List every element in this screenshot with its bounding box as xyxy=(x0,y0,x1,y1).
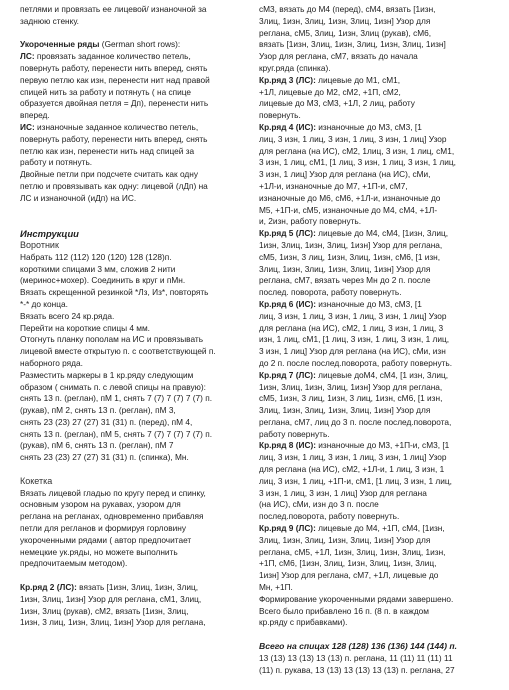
text-line: 13 (13) 13 (13) 13 (13) п. реглана, 11 (11) 11 (11) 11 xyxy=(259,652,453,663)
text-line: немецкие ук.ряды, но можете выполнить xyxy=(20,546,178,557)
text-line: реглана, сМ7, вязать через Мн до 2 п. после xyxy=(259,275,431,286)
short-rows-title: Укороченные ряды xyxy=(20,39,100,50)
text-line: наборного ряда. xyxy=(20,357,83,368)
text-line: 1изн, 3лиц (рукав), сМ2, вязать [1изн, 3лиц, xyxy=(20,605,189,616)
text-line: образом ( снимать п. с левой спицы на правую): xyxy=(20,381,206,392)
text-line: и, 2изн, работу повернуть. xyxy=(259,216,362,227)
left-column xyxy=(20,4,250,629)
text-line: 3 изн, 1 лиц] Узор для реглана (на ИС), сМи, изн xyxy=(259,346,446,357)
row8-label: Кр.ряд 8 (ИС): xyxy=(259,440,316,451)
text-line: 1изн] Узор для реглана, сМ7, +1Л, лицевые до xyxy=(259,570,439,581)
text-line: вперед. xyxy=(20,110,50,121)
text-line: кр.ряду с прибавками). xyxy=(259,617,348,628)
total-heading: Всего на спицах 128 (128) 136 (136) 144 (144) п. xyxy=(259,641,457,652)
text-line: провязать заданное количество петель, xyxy=(34,51,191,62)
text-line: петлю как изн, перенести нить над спицей за xyxy=(20,145,195,156)
text-line: Вязать лицевой гладью по кругу перед и спинку, xyxy=(20,487,206,498)
text-line: работу повернуть. xyxy=(259,428,330,439)
right-column xyxy=(259,4,499,676)
is-label: ИС: xyxy=(20,121,35,132)
text-line: изнаночные до М3, сМ3, [1 xyxy=(315,298,422,309)
row5-line xyxy=(259,228,499,240)
text-line: повернуть. xyxy=(259,110,301,121)
text-line: изнаночные до М3, сМ3, [1 xyxy=(315,121,422,132)
text-line: лиц, 3 изн, 1 лиц, +1П-и, сМ1, [1 лиц, 3 изн, 1 лиц, xyxy=(259,475,452,486)
text-line: сМ5, 1изн, 3 лиц, 1изн, 3 лиц, 1изн, сМ6, [1 изн, xyxy=(259,393,443,404)
text-line: лицевые до М4, +1П, сМ4, [1изн, xyxy=(315,523,445,534)
text-line: Двойные петли при подсчете считать как одну xyxy=(20,169,198,180)
text-line: Разместить маркеры в 1 кр.ряду следующим xyxy=(20,369,194,380)
text-line: спицей нить за работу и потянуть ( на спице xyxy=(20,86,192,97)
text-line: укороченными рядами ( автор предпочитает xyxy=(20,534,192,545)
text-line: основным узором на рукавах, узором для xyxy=(20,499,181,510)
text-line: до 2 п. после послед.поворота, работу повернуть. xyxy=(259,357,453,368)
text-line: повернуть работу, перенести нить вперед, снять xyxy=(20,62,208,73)
text-line: первую петлю как изн, перенести нит над правой xyxy=(20,74,210,85)
text-line: (на ИС), сМи, изн до 3 п. после xyxy=(259,499,379,510)
text-line: лиц, 3 изн, 1 лиц, 3 изн, 1 лиц, 3 изн, 1 лиц] Узор xyxy=(259,310,447,321)
row9-label: Кр.ряд 9 (ЛС): xyxy=(259,523,316,534)
text-line: изнаночные заданное количество петель, xyxy=(34,121,199,132)
text-line: лицевые доМ4, сМ4, [1 изн, 3лиц, xyxy=(315,369,449,380)
text-line: Мн, +1П. xyxy=(259,582,293,593)
text-line: лицевой вместе открытую п. с соответствующей п. xyxy=(20,346,216,357)
text-line: 3лиц, 1изн, 3лиц, 1изн, 3лиц, 1изн] Узор для xyxy=(259,263,431,274)
text-line: реглана, сМ7, лиц до 3 п. после послед.поворота, xyxy=(259,416,452,427)
text-line: 3лиц, 1изн, 3лиц, 1изн, 3лиц, 1изн] Узор для xyxy=(259,534,431,545)
row6-label: Кр.ряд 6 (ИС): xyxy=(259,298,316,309)
row6-line xyxy=(259,299,499,311)
row7-label: Кр.ряд 7 (ЛС): xyxy=(259,369,316,380)
text-line: Узор для реглана, сМ7, вязать до начала xyxy=(259,51,418,62)
text-line: Формирование укороченными рядами завершено. xyxy=(259,593,454,604)
text-line: сМ3, вязать до М4 (перед), сМ4, вязать [1изн, xyxy=(259,4,436,14)
text-line: реглана на регланах, одновременно прибавляя xyxy=(20,511,204,522)
text-line: ЛС и изнаночной (иДп) на ИС. xyxy=(20,192,137,203)
short-rows-title-en: (German short rows): xyxy=(99,39,181,50)
collar-heading: Воротник xyxy=(20,239,59,250)
text-line: +1П, сМ6, [1изн, 3лиц, 1изн, 3лиц, 1изн, 3лиц, xyxy=(259,558,437,569)
text-line: петлю и провязывать как одну: лицевой (лДп) на xyxy=(20,180,208,191)
text-line: петлями и провязать ее лицевой/ изнаночной за xyxy=(20,4,207,14)
text-line: (меринос+мохер). Соединить в круг и пМн. xyxy=(20,275,186,286)
text-line: петли для регланов и формируя горловину xyxy=(20,523,186,534)
text-line: образуется двойная петля = Дп), перенести нить xyxy=(20,98,209,109)
yoke-heading: Кокетка xyxy=(20,475,53,486)
text-line: короткими спицами 3 мм, сложив 2 нити xyxy=(20,263,176,274)
ls-line xyxy=(20,51,250,63)
row3-label: Кр.ряд 3 (ЛС): xyxy=(259,74,316,85)
text-line: реглана, сМ5, 3лиц, 1изн, 3лиц (рукав), сМ6, xyxy=(259,27,432,38)
text-line: послед. поворота, работу повернуть. xyxy=(259,287,402,298)
text-line: лицевые до М3, сМ3, +1Л, 2 лиц, работу xyxy=(259,98,415,109)
text-line: сМ5, 1изн, 3 лиц, 1изн, 3лиц, 1изн, сМ6, [1 изн, xyxy=(259,251,441,262)
text-line: 3 изн, 1 лиц] Узор для реглана (на ИС), сМи, xyxy=(259,169,431,180)
short-rows-heading xyxy=(20,39,250,51)
text-line: Вязать скрещенной резинкой *Лз, Из*, повторять xyxy=(20,287,209,298)
text-line: предпочитаемым методом). xyxy=(20,558,128,569)
text-line: 3лиц, 1изн, 3лиц, 1изн, 3лиц, 1изн] Узор для xyxy=(259,405,431,416)
row9-line xyxy=(259,523,499,535)
text-line: послед.поворота, работу повернуть. xyxy=(259,511,400,522)
text-line: 1изн, 3лиц, 1изн] Узор для реглана, сМ1, 3лиц, xyxy=(20,593,202,604)
row3-line xyxy=(259,75,499,87)
text-line: Всего было прибавлено 16 п. (8 п. в каждом xyxy=(259,605,429,616)
text-line: Отогнуть планку пополам на ИС и провязывать xyxy=(20,334,204,345)
text-line: снять 23 (23) 27 (27) 31 (31) п. (спинка), Мн. xyxy=(20,452,189,463)
text-line: изн, 1 лиц, сМ1, [1 лиц, 3 изн, 1 лиц, 3 изн, 1 лиц, xyxy=(259,334,450,345)
text-line: снять 13 п. (реглан), пМ 1, снять 7 (7) 7 (7) 7 (7) п. xyxy=(20,393,213,404)
text-line: 1изн, 3 лиц, 1изн, 3лиц, 1изн] Узор для реглана, xyxy=(20,617,206,628)
row2-line xyxy=(20,582,250,594)
text-line: снять 13 п. (реглан), пМ 5, снять 7 (7) 7 (7) 7 (7) п. xyxy=(20,428,213,439)
row7-line xyxy=(259,370,499,382)
text-line: 3 изн, 1 лиц, сМ1, [1 лиц, 3 изн, 1 лиц, 3 изн, 1 лиц, xyxy=(259,157,456,168)
text-line: для реглана (на ИС), сМ2, 1 лиц, 3 изн, 1 лиц, 3 xyxy=(259,322,444,333)
text-line: изнаночные до М3, +1П-и, сМ3, [1 xyxy=(315,440,450,451)
text-line: +1Л, лицевые до М2, сМ2, +1П, сМ2, xyxy=(259,86,401,97)
row4-label: Кр.ряд 4 (ИС): xyxy=(259,121,316,132)
text-line: для реглана (на ИС), сМ2, +1Л-и, 1 лиц, 3 изн, 1 xyxy=(259,464,445,475)
text-line: повернуть работу, перенести нить вперед, снять xyxy=(20,133,208,144)
text-line: +1Л-и, изнаночные до М7, +1П-и, сМ7, xyxy=(259,180,408,191)
row8-line xyxy=(259,440,499,452)
text-line: лицевые до М1, сМ1, xyxy=(315,74,401,85)
ls-label: ЛС: xyxy=(20,51,35,62)
text-line: Вязать всего 24 кр.ряда. xyxy=(20,310,115,321)
text-line: вязать [1изн, 3лиц, 1изн, 3лиц, xyxy=(76,582,199,593)
text-line: изнаночные до М6, сМ6, +1Л-и, изнаночные до xyxy=(259,192,441,203)
is-line xyxy=(20,122,250,134)
text-line: Набрать 112 (112) 120 (120) 128 (128)п. xyxy=(20,251,172,262)
text-line: лицевые до М4, сМ4, [1изн, 3лиц, xyxy=(315,228,449,239)
text-line: для реглана (на ИС), сМ2, 1лиц, 3 изн, 1 лиц, сМ1, xyxy=(259,145,455,156)
row5-label: Кр.ряд 5 (ЛС): xyxy=(259,228,316,239)
text-line: Перейти на короткие спицы 4 мм. xyxy=(20,322,150,333)
text-line: 3 изн, 1 лиц, 3 изн, 1 лиц] Узор для реглана xyxy=(259,487,427,498)
text-line: заднюю стенку. xyxy=(20,15,79,26)
row4-line xyxy=(259,122,499,134)
text-line: снять 23 (23) 27 (27) 31 (31) п. (перед), пМ 4, xyxy=(20,416,193,427)
instructions-heading: Инструкции xyxy=(20,228,79,240)
text-line: реглана, сМ5, +1Л, 1изн, 3лиц, 1изн, 3лиц, 1изн, xyxy=(259,546,446,557)
row2-label: Кр.ряд 2 (ЛС): xyxy=(20,582,77,593)
text-line: 1изн, 3лиц, 1изн, 3лиц, 1изн] Узор для реглана, xyxy=(259,381,443,392)
text-line: (рукав), пМ 2, снять 13 п. (реглан), пМ 3, xyxy=(20,405,176,416)
text-line: (11) п. рукава, 13 (13) 13 (13) 13 (13) п. реглана, 27 xyxy=(259,664,455,675)
text-line: 3лиц, 1изн, 3лиц, 1изн, 3лиц, 1изн] Узор для xyxy=(259,15,431,26)
text-line: лиц, 3 изн, 1 лиц, 3 изн, 1 лиц, 3 изн, 1 лиц] Узор xyxy=(259,133,447,144)
text-line: М5, +1П-и, сМ5, изнаночные до М4, сМ4, +1Л- xyxy=(259,204,438,215)
text-line: круг.ряда (спинка). xyxy=(259,62,331,73)
text-line: лиц, 3 изн, 1 лиц, 3 изн, 1 лиц, 3 изн, 1 лиц] Узор xyxy=(259,452,447,463)
text-line: вязать [1изн, 3лиц, 1изн, 3лиц, 1изн, 3лиц, 1изн] xyxy=(259,39,446,50)
text-line: 1изн, 3лиц, 1изн, 3лиц, 1изн] Узор для реглана, xyxy=(259,239,443,250)
text-line: *-* до конца. xyxy=(20,298,68,309)
text-line: (рукав), пМ 6, снять 13 п. (реглан), пМ 7 xyxy=(20,440,174,451)
text-line: работу и потянуть. xyxy=(20,157,93,168)
